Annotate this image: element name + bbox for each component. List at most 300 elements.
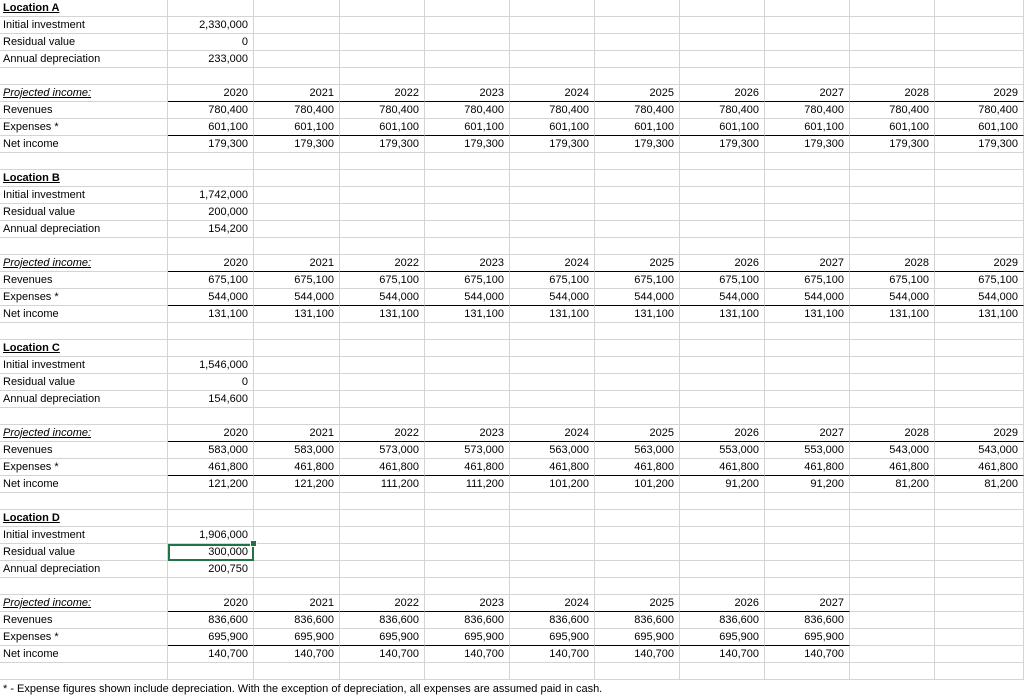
- year-header[interactable]: 2025: [595, 85, 680, 102]
- param-value[interactable]: 0: [168, 374, 254, 391]
- empty-cell[interactable]: [595, 170, 680, 187]
- income-value[interactable]: 179,300: [340, 136, 425, 153]
- income-value[interactable]: 675,100: [510, 272, 595, 289]
- income-value[interactable]: 544,000: [254, 289, 340, 306]
- empty-cell[interactable]: [340, 340, 425, 357]
- empty-cell[interactable]: [425, 187, 510, 204]
- empty-cell[interactable]: [425, 510, 510, 527]
- empty-cell[interactable]: [595, 510, 680, 527]
- empty-cell[interactable]: [510, 578, 595, 595]
- empty-cell[interactable]: [595, 357, 680, 374]
- income-value[interactable]: 563,000: [595, 442, 680, 459]
- param-value[interactable]: 1,742,000: [168, 187, 254, 204]
- param-value[interactable]: 200,750: [168, 561, 254, 578]
- empty-cell[interactable]: [254, 17, 340, 34]
- income-value[interactable]: 140,700: [168, 646, 254, 663]
- empty-cell[interactable]: [168, 68, 254, 85]
- empty-cell[interactable]: [168, 340, 254, 357]
- empty-cell[interactable]: [510, 17, 595, 34]
- empty-cell[interactable]: [595, 17, 680, 34]
- income-value[interactable]: 583,000: [254, 442, 340, 459]
- empty-cell[interactable]: [935, 374, 1024, 391]
- income-value[interactable]: 601,100: [425, 119, 510, 136]
- empty-cell[interactable]: [425, 238, 510, 255]
- empty-cell[interactable]: [168, 663, 254, 680]
- year-header[interactable]: 2023: [425, 255, 510, 272]
- year-header[interactable]: 2024: [510, 255, 595, 272]
- empty-cell[interactable]: [510, 323, 595, 340]
- empty-cell[interactable]: [425, 340, 510, 357]
- empty-cell[interactable]: [680, 323, 765, 340]
- empty-cell[interactable]: [254, 663, 340, 680]
- income-value[interactable]: 601,100: [765, 119, 850, 136]
- empty-cell[interactable]: [425, 578, 510, 595]
- empty-cell[interactable]: [765, 323, 850, 340]
- year-header[interactable]: 2025: [595, 425, 680, 442]
- empty-cell[interactable]: [850, 544, 935, 561]
- income-value[interactable]: 675,100: [765, 272, 850, 289]
- income-value[interactable]: 836,600: [425, 612, 510, 629]
- param-value[interactable]: 1,546,000: [168, 357, 254, 374]
- empty-cell[interactable]: [850, 493, 935, 510]
- empty-cell[interactable]: [254, 510, 340, 527]
- empty-cell[interactable]: [254, 323, 340, 340]
- empty-cell[interactable]: [425, 204, 510, 221]
- empty-cell[interactable]: [510, 221, 595, 238]
- empty-cell[interactable]: [765, 510, 850, 527]
- empty-cell[interactable]: [595, 51, 680, 68]
- empty-cell[interactable]: [935, 0, 1024, 17]
- empty-cell[interactable]: [254, 561, 340, 578]
- empty-cell[interactable]: [254, 391, 340, 408]
- empty-cell[interactable]: [510, 170, 595, 187]
- empty-cell[interactable]: [850, 527, 935, 544]
- param-value[interactable]: 233,000: [168, 51, 254, 68]
- income-value[interactable]: 101,200: [510, 476, 595, 493]
- empty-cell[interactable]: [254, 527, 340, 544]
- empty-cell[interactable]: [168, 153, 254, 170]
- empty-cell[interactable]: [765, 527, 850, 544]
- empty-cell[interactable]: [850, 408, 935, 425]
- year-header[interactable]: 2023: [425, 595, 510, 612]
- empty-cell[interactable]: [850, 51, 935, 68]
- empty-cell[interactable]: [340, 561, 425, 578]
- empty-cell[interactable]: [935, 187, 1024, 204]
- empty-cell[interactable]: [765, 170, 850, 187]
- empty-cell[interactable]: [765, 357, 850, 374]
- empty-cell[interactable]: [595, 527, 680, 544]
- empty-cell[interactable]: [0, 578, 168, 595]
- income-value[interactable]: 140,700: [425, 646, 510, 663]
- empty-cell[interactable]: [680, 170, 765, 187]
- empty-cell[interactable]: [935, 323, 1024, 340]
- income-value[interactable]: 601,100: [168, 119, 254, 136]
- empty-cell[interactable]: [680, 187, 765, 204]
- param-value[interactable]: 200,000: [168, 204, 254, 221]
- income-value[interactable]: 563,000: [510, 442, 595, 459]
- location-title[interactable]: Location B: [0, 170, 168, 187]
- income-value[interactable]: 780,400: [254, 102, 340, 119]
- year-header[interactable]: 2028: [850, 255, 935, 272]
- empty-cell[interactable]: [425, 17, 510, 34]
- year-header[interactable]: 2027: [765, 595, 850, 612]
- empty-cell[interactable]: [510, 510, 595, 527]
- income-value[interactable]: 780,400: [510, 102, 595, 119]
- empty-cell[interactable]: [680, 578, 765, 595]
- income-value[interactable]: 675,100: [425, 272, 510, 289]
- income-row-label[interactable]: Net income: [0, 476, 168, 493]
- income-value[interactable]: 780,400: [765, 102, 850, 119]
- income-value[interactable]: 601,100: [340, 119, 425, 136]
- income-value[interactable]: 81,200: [850, 476, 935, 493]
- income-value[interactable]: 675,100: [168, 272, 254, 289]
- empty-cell[interactable]: [935, 391, 1024, 408]
- income-value[interactable]: 140,700: [254, 646, 340, 663]
- income-value[interactable]: 675,100: [680, 272, 765, 289]
- empty-cell[interactable]: [935, 595, 1024, 612]
- year-header[interactable]: 2022: [340, 425, 425, 442]
- empty-cell[interactable]: [935, 493, 1024, 510]
- income-value[interactable]: 179,300: [168, 136, 254, 153]
- empty-cell[interactable]: [425, 408, 510, 425]
- empty-cell[interactable]: [850, 612, 935, 629]
- empty-cell[interactable]: [680, 34, 765, 51]
- param-label[interactable]: Annual depreciation: [0, 221, 168, 238]
- empty-cell[interactable]: [935, 612, 1024, 629]
- empty-cell[interactable]: [340, 238, 425, 255]
- income-value[interactable]: 543,000: [935, 442, 1024, 459]
- empty-cell[interactable]: [850, 629, 935, 646]
- empty-cell[interactable]: [0, 663, 168, 680]
- empty-cell[interactable]: [425, 0, 510, 17]
- income-value[interactable]: 81,200: [935, 476, 1024, 493]
- income-value[interactable]: 836,600: [340, 612, 425, 629]
- param-value[interactable]: 154,200: [168, 221, 254, 238]
- income-value[interactable]: 121,200: [254, 476, 340, 493]
- empty-cell[interactable]: [935, 17, 1024, 34]
- income-value[interactable]: 179,300: [595, 136, 680, 153]
- projected-income-label[interactable]: Projected income:: [0, 85, 168, 102]
- income-value[interactable]: 601,100: [850, 119, 935, 136]
- income-value[interactable]: 461,800: [510, 459, 595, 476]
- empty-cell[interactable]: [680, 204, 765, 221]
- empty-cell[interactable]: [254, 238, 340, 255]
- empty-cell[interactable]: [425, 561, 510, 578]
- income-value[interactable]: 675,100: [850, 272, 935, 289]
- empty-cell[interactable]: [765, 187, 850, 204]
- income-value[interactable]: 543,000: [850, 442, 935, 459]
- empty-cell[interactable]: [595, 561, 680, 578]
- year-header[interactable]: 2027: [765, 85, 850, 102]
- empty-cell[interactable]: [510, 204, 595, 221]
- empty-cell[interactable]: [510, 544, 595, 561]
- empty-cell[interactable]: [340, 0, 425, 17]
- empty-cell[interactable]: [935, 34, 1024, 51]
- empty-cell[interactable]: [850, 357, 935, 374]
- income-value[interactable]: 695,900: [510, 629, 595, 646]
- year-header[interactable]: 2026: [680, 85, 765, 102]
- empty-cell[interactable]: [850, 34, 935, 51]
- empty-cell[interactable]: [935, 646, 1024, 663]
- income-value[interactable]: 601,100: [510, 119, 595, 136]
- empty-cell[interactable]: [680, 357, 765, 374]
- income-value[interactable]: 131,100: [595, 306, 680, 323]
- income-value[interactable]: 91,200: [680, 476, 765, 493]
- empty-cell[interactable]: [340, 408, 425, 425]
- income-value[interactable]: 131,100: [935, 306, 1024, 323]
- empty-cell[interactable]: [340, 221, 425, 238]
- income-value[interactable]: 695,900: [425, 629, 510, 646]
- empty-cell[interactable]: [340, 544, 425, 561]
- empty-cell[interactable]: [254, 170, 340, 187]
- empty-cell[interactable]: [510, 340, 595, 357]
- empty-cell[interactable]: [595, 221, 680, 238]
- income-value[interactable]: 140,700: [680, 646, 765, 663]
- empty-cell[interactable]: [425, 374, 510, 391]
- income-value[interactable]: 695,900: [595, 629, 680, 646]
- empty-cell[interactable]: [254, 0, 340, 17]
- empty-cell[interactable]: [765, 221, 850, 238]
- year-header[interactable]: 2021: [254, 255, 340, 272]
- empty-cell[interactable]: [254, 408, 340, 425]
- year-header[interactable]: 2026: [680, 255, 765, 272]
- empty-cell[interactable]: [680, 544, 765, 561]
- empty-cell[interactable]: [595, 493, 680, 510]
- empty-cell[interactable]: [340, 391, 425, 408]
- empty-cell[interactable]: [168, 510, 254, 527]
- empty-cell[interactable]: [850, 595, 935, 612]
- empty-cell[interactable]: [168, 323, 254, 340]
- empty-cell[interactable]: [850, 221, 935, 238]
- empty-cell[interactable]: [850, 204, 935, 221]
- empty-cell[interactable]: [765, 544, 850, 561]
- empty-cell[interactable]: [510, 51, 595, 68]
- empty-cell[interactable]: [935, 357, 1024, 374]
- param-label[interactable]: Annual depreciation: [0, 391, 168, 408]
- year-header[interactable]: 2020: [168, 425, 254, 442]
- empty-cell[interactable]: [425, 357, 510, 374]
- empty-cell[interactable]: [425, 51, 510, 68]
- income-value[interactable]: 461,800: [595, 459, 680, 476]
- empty-cell[interactable]: [254, 51, 340, 68]
- empty-cell[interactable]: [595, 187, 680, 204]
- income-row-label[interactable]: Net income: [0, 136, 168, 153]
- income-value[interactable]: 583,000: [168, 442, 254, 459]
- empty-cell[interactable]: [680, 238, 765, 255]
- year-header[interactable]: 2023: [425, 85, 510, 102]
- empty-cell[interactable]: [765, 391, 850, 408]
- empty-cell[interactable]: [680, 408, 765, 425]
- empty-cell[interactable]: [850, 68, 935, 85]
- empty-cell[interactable]: [254, 204, 340, 221]
- income-value[interactable]: 780,400: [935, 102, 1024, 119]
- income-row-label[interactable]: Net income: [0, 306, 168, 323]
- year-header[interactable]: 2029: [935, 255, 1024, 272]
- empty-cell[interactable]: [340, 357, 425, 374]
- empty-cell[interactable]: [168, 238, 254, 255]
- empty-cell[interactable]: [935, 561, 1024, 578]
- empty-cell[interactable]: [595, 578, 680, 595]
- projected-income-label[interactable]: Projected income:: [0, 255, 168, 272]
- empty-cell[interactable]: [765, 0, 850, 17]
- year-header[interactable]: 2025: [595, 255, 680, 272]
- income-value[interactable]: 780,400: [168, 102, 254, 119]
- income-value[interactable]: 131,100: [168, 306, 254, 323]
- empty-cell[interactable]: [254, 340, 340, 357]
- empty-cell[interactable]: [765, 17, 850, 34]
- param-label[interactable]: Residual value: [0, 34, 168, 51]
- empty-cell[interactable]: [425, 34, 510, 51]
- empty-cell[interactable]: [595, 391, 680, 408]
- empty-cell[interactable]: [254, 578, 340, 595]
- empty-cell[interactable]: [510, 238, 595, 255]
- empty-cell[interactable]: [850, 391, 935, 408]
- param-label[interactable]: Initial investment: [0, 357, 168, 374]
- empty-cell[interactable]: [510, 187, 595, 204]
- empty-cell[interactable]: [340, 510, 425, 527]
- empty-cell[interactable]: [510, 153, 595, 170]
- income-row-label[interactable]: Revenues: [0, 272, 168, 289]
- empty-cell[interactable]: [765, 51, 850, 68]
- income-value[interactable]: 101,200: [595, 476, 680, 493]
- empty-cell[interactable]: [680, 221, 765, 238]
- year-header[interactable]: 2029: [935, 85, 1024, 102]
- empty-cell[interactable]: [425, 153, 510, 170]
- empty-cell[interactable]: [850, 170, 935, 187]
- income-value[interactable]: 780,400: [595, 102, 680, 119]
- empty-cell[interactable]: [168, 0, 254, 17]
- year-header[interactable]: 2020: [168, 85, 254, 102]
- year-header[interactable]: 2028: [850, 85, 935, 102]
- empty-cell[interactable]: [510, 561, 595, 578]
- income-value[interactable]: 121,200: [168, 476, 254, 493]
- empty-cell[interactable]: [254, 493, 340, 510]
- projected-income-label[interactable]: Projected income:: [0, 595, 168, 612]
- empty-cell[interactable]: [680, 493, 765, 510]
- empty-cell[interactable]: [765, 493, 850, 510]
- empty-cell[interactable]: [935, 578, 1024, 595]
- income-row-label[interactable]: Expenses *: [0, 629, 168, 646]
- empty-cell[interactable]: [595, 663, 680, 680]
- year-header[interactable]: 2020: [168, 595, 254, 612]
- empty-cell[interactable]: [765, 408, 850, 425]
- empty-cell[interactable]: [0, 408, 168, 425]
- empty-cell[interactable]: [850, 646, 935, 663]
- empty-cell[interactable]: [765, 34, 850, 51]
- empty-cell[interactable]: [765, 238, 850, 255]
- selected-cell[interactable]: 300,000: [168, 544, 254, 561]
- income-value[interactable]: 131,100: [850, 306, 935, 323]
- empty-cell[interactable]: [425, 391, 510, 408]
- param-label[interactable]: Annual depreciation: [0, 561, 168, 578]
- year-header[interactable]: 2027: [765, 425, 850, 442]
- empty-cell[interactable]: [510, 527, 595, 544]
- income-value[interactable]: 675,100: [935, 272, 1024, 289]
- empty-cell[interactable]: [595, 153, 680, 170]
- empty-cell[interactable]: [510, 391, 595, 408]
- income-value[interactable]: 179,300: [850, 136, 935, 153]
- income-value[interactable]: 601,100: [595, 119, 680, 136]
- income-value[interactable]: 179,300: [680, 136, 765, 153]
- empty-cell[interactable]: [765, 663, 850, 680]
- income-value[interactable]: 601,100: [680, 119, 765, 136]
- empty-cell[interactable]: [765, 153, 850, 170]
- param-label[interactable]: Initial investment: [0, 17, 168, 34]
- empty-cell[interactable]: [680, 391, 765, 408]
- empty-cell[interactable]: [850, 17, 935, 34]
- param-value[interactable]: 2,330,000: [168, 17, 254, 34]
- empty-cell[interactable]: [510, 408, 595, 425]
- empty-cell[interactable]: [935, 663, 1024, 680]
- empty-cell[interactable]: [850, 187, 935, 204]
- income-value[interactable]: 544,000: [168, 289, 254, 306]
- empty-cell[interactable]: [510, 493, 595, 510]
- empty-cell[interactable]: [340, 374, 425, 391]
- income-row-label[interactable]: Expenses *: [0, 459, 168, 476]
- income-value[interactable]: 461,800: [935, 459, 1024, 476]
- income-value[interactable]: 836,600: [168, 612, 254, 629]
- income-value[interactable]: 544,000: [765, 289, 850, 306]
- income-value[interactable]: 780,400: [850, 102, 935, 119]
- year-header[interactable]: 2026: [680, 425, 765, 442]
- income-value[interactable]: 461,800: [340, 459, 425, 476]
- year-header[interactable]: 2024: [510, 425, 595, 442]
- year-header[interactable]: 2020: [168, 255, 254, 272]
- empty-cell[interactable]: [680, 374, 765, 391]
- empty-cell[interactable]: [340, 68, 425, 85]
- year-header[interactable]: 2022: [340, 255, 425, 272]
- year-header[interactable]: 2027: [765, 255, 850, 272]
- income-value[interactable]: 131,100: [765, 306, 850, 323]
- empty-cell[interactable]: [595, 68, 680, 85]
- empty-cell[interactable]: [0, 153, 168, 170]
- income-value[interactable]: 111,200: [340, 476, 425, 493]
- empty-cell[interactable]: [850, 510, 935, 527]
- param-value[interactable]: 1,906,000: [168, 527, 254, 544]
- empty-cell[interactable]: [254, 153, 340, 170]
- param-label[interactable]: Annual depreciation: [0, 51, 168, 68]
- empty-cell[interactable]: [680, 68, 765, 85]
- expense-footnote[interactable]: * - Expense figures shown include depreciation. With the exception of depreciation, all expenses are assumed paid in cash.: [3, 683, 603, 695]
- income-value[interactable]: 544,000: [340, 289, 425, 306]
- income-value[interactable]: 131,100: [680, 306, 765, 323]
- year-header[interactable]: 2021: [254, 595, 340, 612]
- income-value[interactable]: 553,000: [680, 442, 765, 459]
- income-value[interactable]: 573,000: [340, 442, 425, 459]
- income-value[interactable]: 836,600: [510, 612, 595, 629]
- income-value[interactable]: 179,300: [425, 136, 510, 153]
- income-row-label[interactable]: Expenses *: [0, 119, 168, 136]
- empty-cell[interactable]: [340, 51, 425, 68]
- income-value[interactable]: 179,300: [765, 136, 850, 153]
- year-header[interactable]: 2028: [850, 425, 935, 442]
- empty-cell[interactable]: [935, 170, 1024, 187]
- income-value[interactable]: 179,300: [510, 136, 595, 153]
- income-value[interactable]: 131,100: [254, 306, 340, 323]
- income-value[interactable]: 140,700: [765, 646, 850, 663]
- empty-cell[interactable]: [254, 544, 340, 561]
- income-value[interactable]: 461,800: [425, 459, 510, 476]
- year-header[interactable]: 2023: [425, 425, 510, 442]
- income-value[interactable]: 780,400: [680, 102, 765, 119]
- empty-cell[interactable]: [340, 17, 425, 34]
- empty-cell[interactable]: [850, 153, 935, 170]
- year-header[interactable]: 2024: [510, 85, 595, 102]
- income-value[interactable]: 695,900: [765, 629, 850, 646]
- income-value[interactable]: 131,100: [425, 306, 510, 323]
- income-value[interactable]: 544,000: [680, 289, 765, 306]
- year-header[interactable]: 2026: [680, 595, 765, 612]
